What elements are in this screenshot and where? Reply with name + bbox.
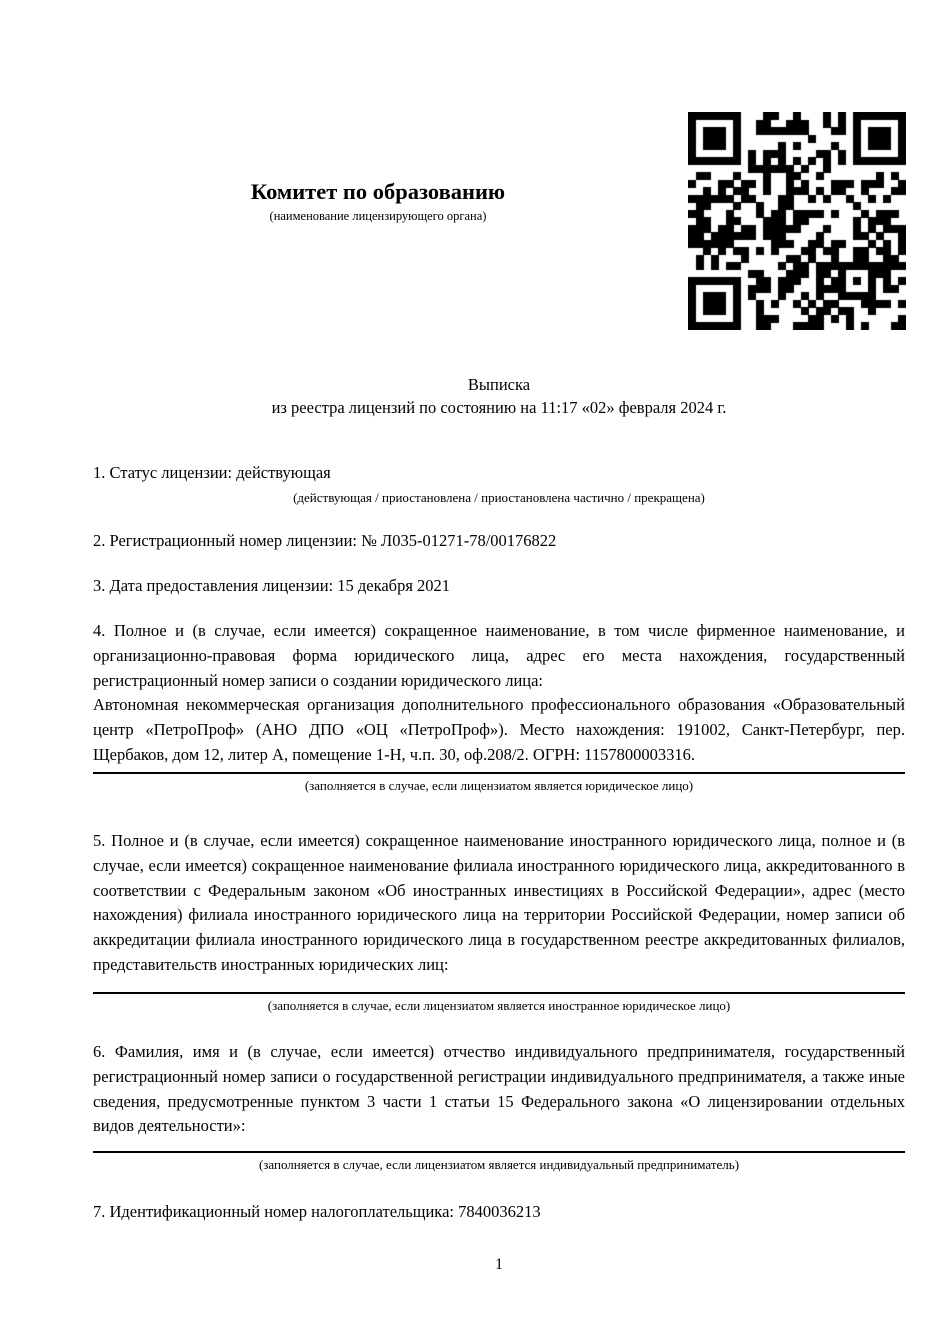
divider-line: [93, 1151, 905, 1153]
entrepreneur-caption: (заполняется в случае, если лицензиатом является индивидуальный предприниматель): [258, 1157, 740, 1173]
foreign-entity-caption: (заполняется в случае, если лицензиатом является иностранное юридическое лицо): [267, 997, 731, 1013]
item-6-individual-entrepreneur: [93, 1040, 905, 1173]
org-header: [93, 178, 663, 224]
qr-code-icon: [688, 112, 906, 330]
taxpayer-id-text: 7. Идентификационный номер налогоплательщика: 7840036213: [93, 1202, 541, 1221]
item-4-legal-entity: [93, 619, 905, 794]
divider-line: [93, 772, 905, 774]
doc-title: Выписка: [467, 375, 531, 394]
legal-entity-details: Автономная некоммерческая организация дополнительного профессионального образования «Образовательный центр «ПетроПроф» (АНО ДПО «ОЦ «ПетроПроф»). Место нахождения: 191002, Санкт-Петербург, пер. Щербаков, дом 12, литер А, помещение 1-Н, ч.п. 30, оф.208/2. ОГРН: 1157800003316.: [93, 695, 905, 764]
doc-subtitle: из реестра лицензий по состоянию на 11:17 «02» февраля 2024 г.: [271, 398, 727, 417]
license-date-text: 3. Дата предоставления лицензии: 15 декабря 2021: [93, 576, 451, 595]
item-7-taxpayer-id: [93, 1200, 905, 1225]
item-3-license-date: [93, 574, 905, 599]
registration-number-text: 2. Регистрационный номер лицензии: № Л035-01271-78/00176822: [93, 531, 557, 550]
qr-code-container: [688, 112, 906, 330]
item-1-license-status: [93, 461, 905, 506]
license-status-caption: (действующая / приостановлена / приостановлена частично / прекращена): [293, 489, 705, 505]
divider-line: [93, 992, 905, 994]
legal-entity-intro: 4. Полное и (в случае, если имеется) сокращенное наименование, в том числе фирменное наименование, и организационно-правовая форма юридического лица, адрес его места нахождения, государственный регистрационный номер записи о создании юридического лица:: [93, 621, 905, 690]
legal-entity-caption: (заполняется в случае, если лицензиатом является юридическое лицо): [304, 777, 694, 793]
item-5-foreign-entity: [93, 829, 905, 1014]
license-status-text: 1. Статус лицензии: действующая: [93, 463, 331, 482]
foreign-entity-text: 5. Полное и (в случае, если имеется) сокращенное наименование иностранного юридического лица, полное и (в случае, если имеется) сокращенное наименование филиала иностранного юридического лица, аккредитованного в соответствии с Федеральным законом «Об иностранных инвестициях в Российской Федерации», адрес (место нахождения) филиала иностранного юридического лица на территории Российской Федерации, номер записи об аккредитации филиала иностранного юридического лица в государственном реестре аккредитованных филиалов, представительств иностранных юридических лиц:: [93, 831, 905, 974]
org-name-caption: (наименование лицензирующего органа): [269, 209, 487, 223]
org-name: Комитет по образованию: [250, 179, 506, 204]
entrepreneur-text: 6. Фамилия, имя и (в случае, если имеется) отчество индивидуального предпринимателя, государственный регистрационный номер записи о государственной регистрации индивидуального предпринимателя, а также иные сведения, предусмотренные пунктом 3 части 1 статьи 15 Федерального закона «О лицензировании отдельных видов деятельности»:: [93, 1042, 905, 1136]
doc-title-block: [93, 373, 905, 419]
page-number: 1: [495, 1256, 503, 1273]
item-2-registration-number: [93, 529, 905, 554]
